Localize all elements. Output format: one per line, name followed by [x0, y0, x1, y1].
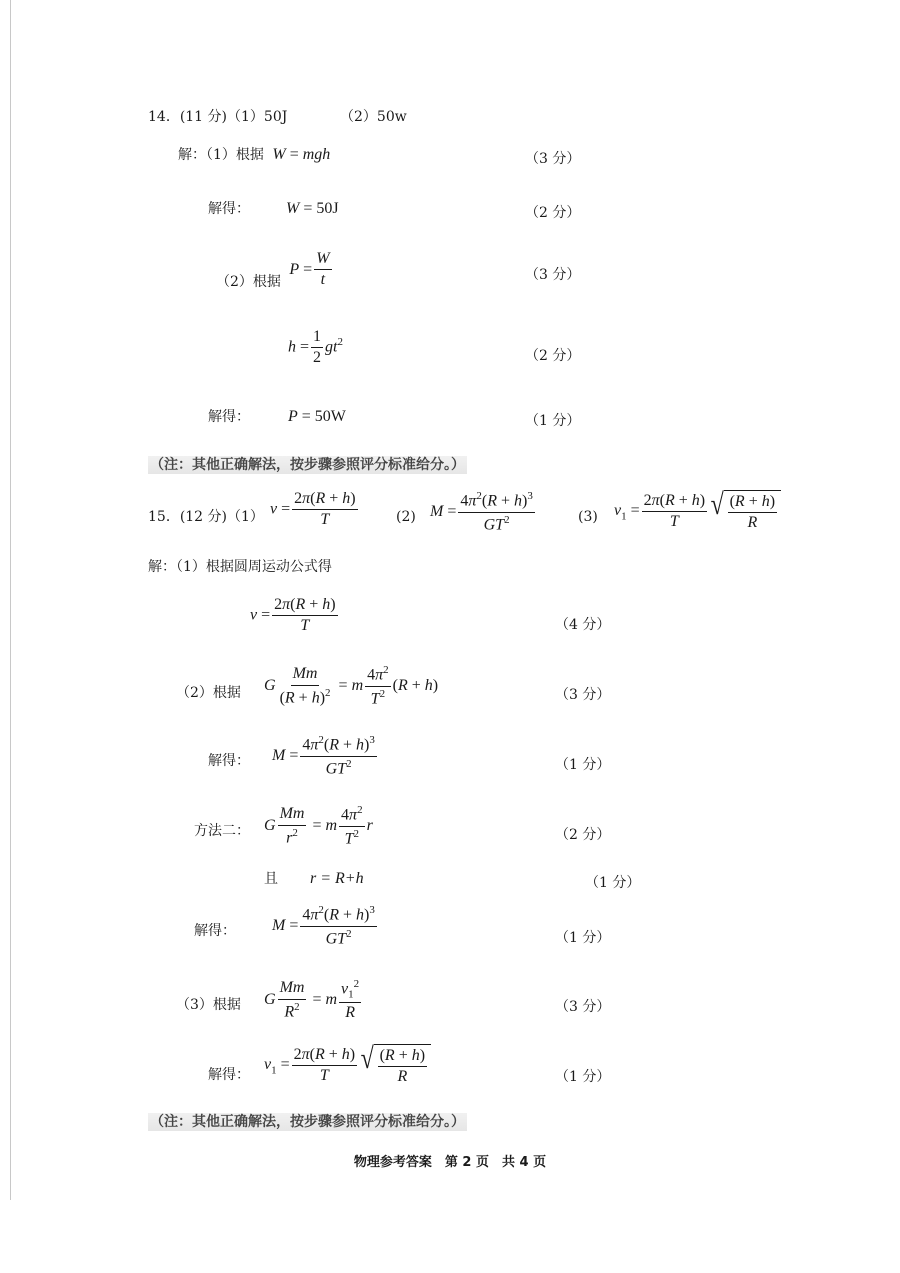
eq-radius-sum: r = R+h: [310, 870, 364, 887]
q14-step1-result: 解得：: [208, 201, 250, 217]
points-label: （1 分）: [555, 1069, 611, 1085]
eq-gravitation-orbit: G $\frac{Mm}{(R + h)^2}$ = m $\frac{4\pi^2}{T^2}$ (R + h): [264, 664, 439, 708]
q15-step3-result: 解得：: [208, 1067, 250, 1083]
eq-first-velocity-result: $v_1$ = $\frac{2\pi(R + h)}{T}$ √ $\frac{(R + h)}{R}$: [264, 1044, 431, 1087]
points-label: （3 分）: [555, 999, 611, 1015]
q14-answer-1: 14．(11 分)（1）50J: [148, 109, 288, 125]
q14-step2-result: 解得：: [208, 409, 250, 425]
q15-qie: 且: [264, 871, 278, 887]
eq-work: W = mgh: [272, 146, 331, 163]
q14-header: [148, 108, 287, 126]
eq-first-cosmic: G $\frac{Mm}{R^2}$ = m $\frac{v_1^2}{R}$: [264, 978, 360, 1022]
q15-step3: （3）根据: [176, 997, 241, 1013]
q14-answer-2: （2）50w: [340, 109, 407, 125]
eq-work-result: W = 50J: [286, 200, 339, 217]
points-label: （1 分）: [555, 930, 611, 946]
grading-note: （注：其他正确解法，按步骤参照评分标准给分。）: [150, 457, 465, 473]
points-label: （2 分）: [525, 205, 581, 221]
points-label: （2 分）: [555, 827, 611, 843]
points-label: （4 分）: [555, 617, 611, 633]
eq-power-result: P = 50W: [288, 408, 346, 425]
points-label: （3 分）: [555, 687, 611, 703]
points-label: （1 分）: [525, 413, 581, 429]
q14-step1: 解：（1）根据 W = mgh: [178, 146, 331, 163]
points-label: （2 分）: [525, 348, 581, 364]
grading-note: （注：其他正确解法，按步骤参照评分标准给分。）: [150, 1114, 465, 1130]
q15-method2: 方法二：: [194, 823, 250, 839]
q15-step1-intro: 解：（1）根据圆周运动公式得: [148, 559, 332, 575]
eq-mass-result: M = $\frac{4\pi^2(R + h)^3}{GT^2}$: [272, 734, 375, 778]
eq-mass-header: M = $\frac{4\pi^2(R + h)^3}{GT^2}$: [430, 490, 533, 534]
eq-mass-result-2: M = $\frac{4\pi^2(R + h)^3}{GT^2}$: [272, 904, 375, 948]
page-footer: 物理参考答案 第 2 页 共 4 页: [353, 1155, 547, 1170]
points-label: （3 分）: [525, 267, 581, 283]
points-label: （3 分）: [525, 151, 581, 167]
eq-velocity-header: v = $\frac{2\pi(R + h)}{T}$: [270, 490, 356, 529]
eq-gravitation-radius: G $\frac{Mm}{r^2}$ = m $\frac{4\pi^2}{T^2}$ r: [264, 804, 373, 848]
eq-velocity: v = $\frac{2\pi(R + h)}{T}$: [250, 596, 336, 635]
eq-fall-height: h = $\frac{1}{2}$ $gt^2$: [288, 328, 343, 367]
page-edge-line: [10, 0, 11, 1200]
q15-header: 15．(12 分)（1）: [148, 509, 264, 525]
q15-method2-result: 解得：: [194, 923, 236, 939]
points-label: （1 分）: [555, 757, 611, 773]
points-label: （1 分）: [585, 875, 641, 891]
q15-step2: （2）根据: [176, 685, 241, 701]
q14-step2: （2）根据 P = $\frac{W}{t}$: [216, 250, 334, 290]
q15-header-2: (2): [396, 509, 416, 525]
q15-step2-result: 解得：: [208, 753, 250, 769]
eq-first-velocity-header: $v_1$ = $\frac{2\pi(R + h)}{T}$ √ $\frac{(R + h)}{R}$: [614, 490, 781, 533]
q15-header-3: (3): [578, 509, 598, 525]
eq-power: P = $\frac{W}{t}$: [289, 250, 330, 289]
